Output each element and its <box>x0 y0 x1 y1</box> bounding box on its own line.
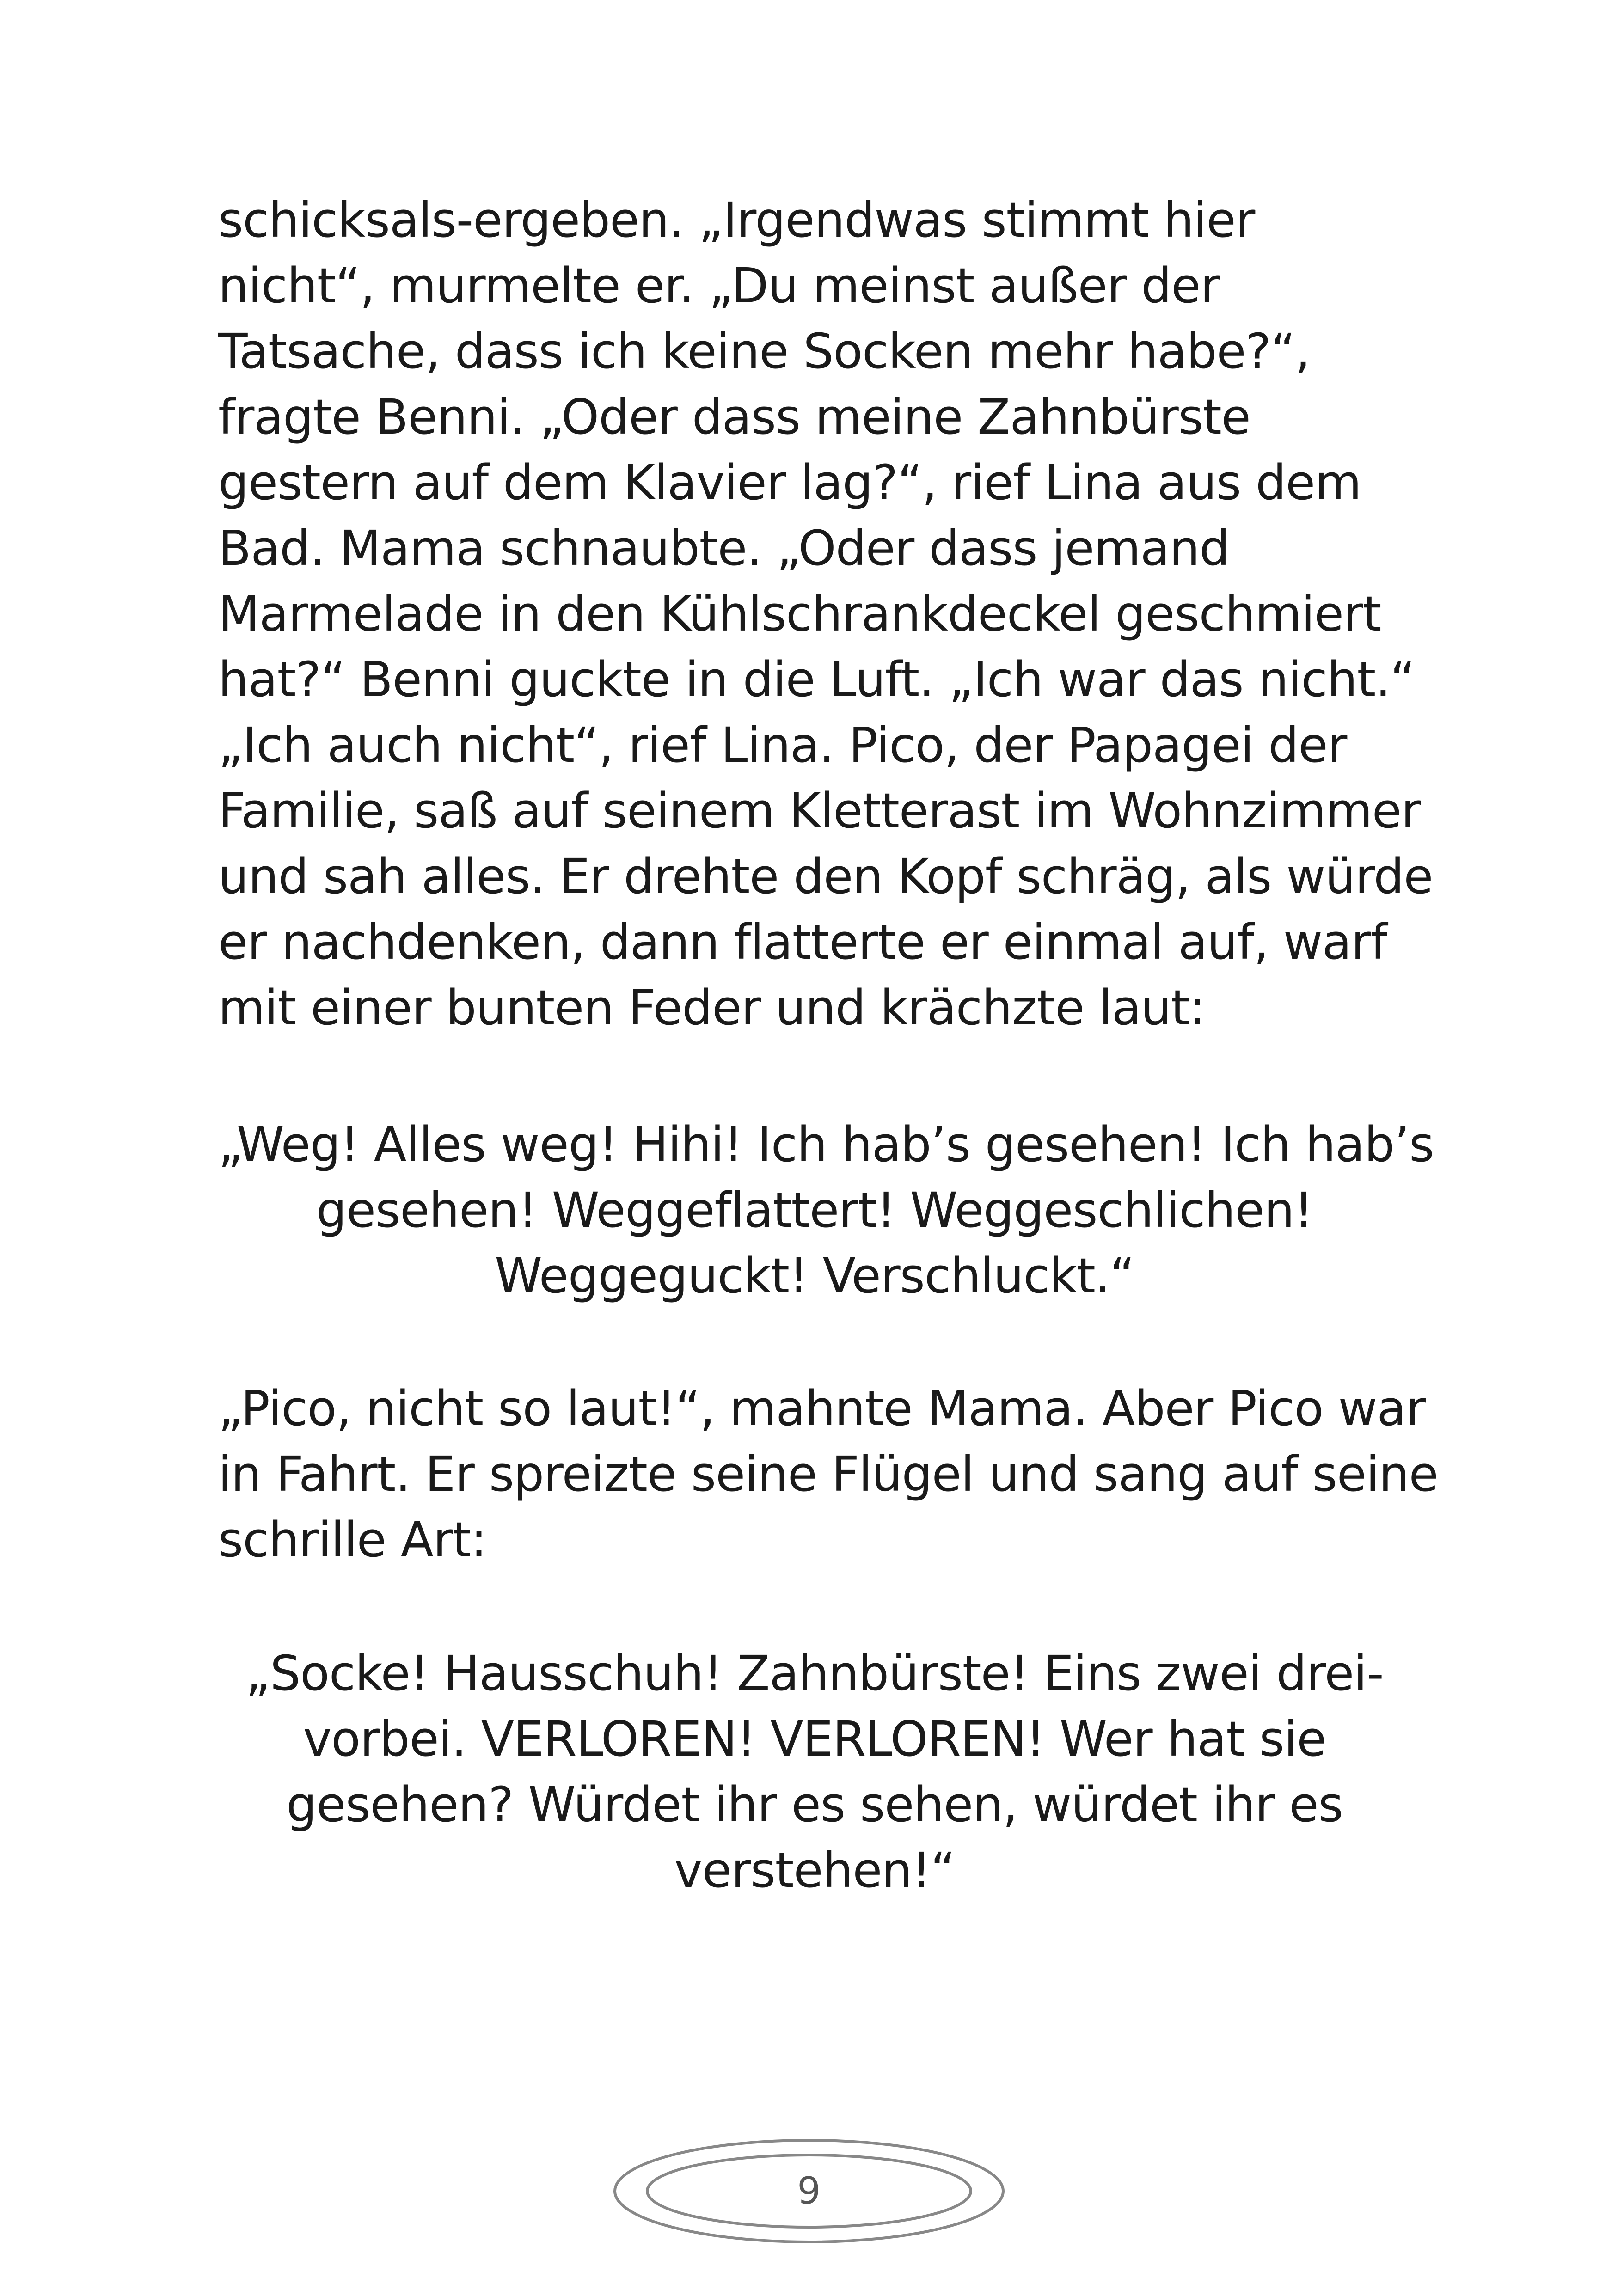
text-line: Bad. Mama schnaubte. „Oder dass jemand <box>218 520 1230 576</box>
verse-line: verstehen!“ <box>674 1842 955 1898</box>
text-line: und sah alles. Er drehte den Kopf schräg, als würde <box>218 848 1433 905</box>
text-line: „Ich auch nicht“, rief Lina. Pico, der Papagei der <box>218 717 1347 773</box>
verse-line: Weggeguckt! Verschluckt.“ <box>495 1248 1134 1304</box>
verse-1 <box>218 1112 1434 1309</box>
text-line: schicksals-ergeben. „Irgendwas stimmt hier <box>218 192 1255 248</box>
page-number-badge <box>613 2136 1005 2247</box>
text-line: schrille Art: <box>218 1512 487 1568</box>
text-line: Tatsache, dass ich keine Socken mehr habe?“, <box>218 323 1310 380</box>
verse-line: gesehen? Würdet ihr es sehen, würdet ihr es <box>286 1776 1343 1833</box>
verse-line: „Weg! Alles weg! Hihi! Ich hab’s gesehen! Ich hab’s <box>218 1116 1434 1173</box>
text-line: Familie, saß auf seinem Kletterast im Wohnzimmer <box>218 783 1421 839</box>
text-line: hat?“ Benni guckte in die Luft. „Ich war das nicht.“ <box>218 651 1415 708</box>
text-line: in Fahrt. Er spreizte seine Flügel und sang auf seine <box>218 1446 1438 1502</box>
verse-2 <box>218 1641 1411 1903</box>
paragraph-2 <box>218 1376 1438 1573</box>
text-line: er nachdenken, dann flatterte er einmal auf, warf <box>218 914 1387 970</box>
text-line: mit einer bunten Feder und krächzte laut: <box>218 980 1205 1036</box>
text-line: „Pico, nicht so laut!“, mahnte Mama. Aber Pico war <box>218 1380 1426 1437</box>
page-number: 9 <box>797 2169 821 2212</box>
text-line: Marmelade in den Kühlschrankdeckel geschmiert <box>218 586 1381 642</box>
text-line: nicht“, murmelte er. „Du meinst außer der <box>218 257 1220 314</box>
verse-line: „Socke! Hausschuh! Zahnbürste! Eins zwei drei- <box>245 1645 1384 1702</box>
paragraph-1 <box>218 187 1433 1041</box>
verse-line: vorbei. VERLOREN! VERLOREN! Wer hat sie <box>303 1711 1326 1767</box>
verse-line: gesehen! Weggeflattert! Weggeschlichen! <box>316 1182 1313 1238</box>
text-line: gestern auf dem Klavier lag?“, rief Lina aus dem <box>218 454 1361 511</box>
text-line: fragte Benni. „Oder dass meine Zahnbürste <box>218 389 1250 445</box>
